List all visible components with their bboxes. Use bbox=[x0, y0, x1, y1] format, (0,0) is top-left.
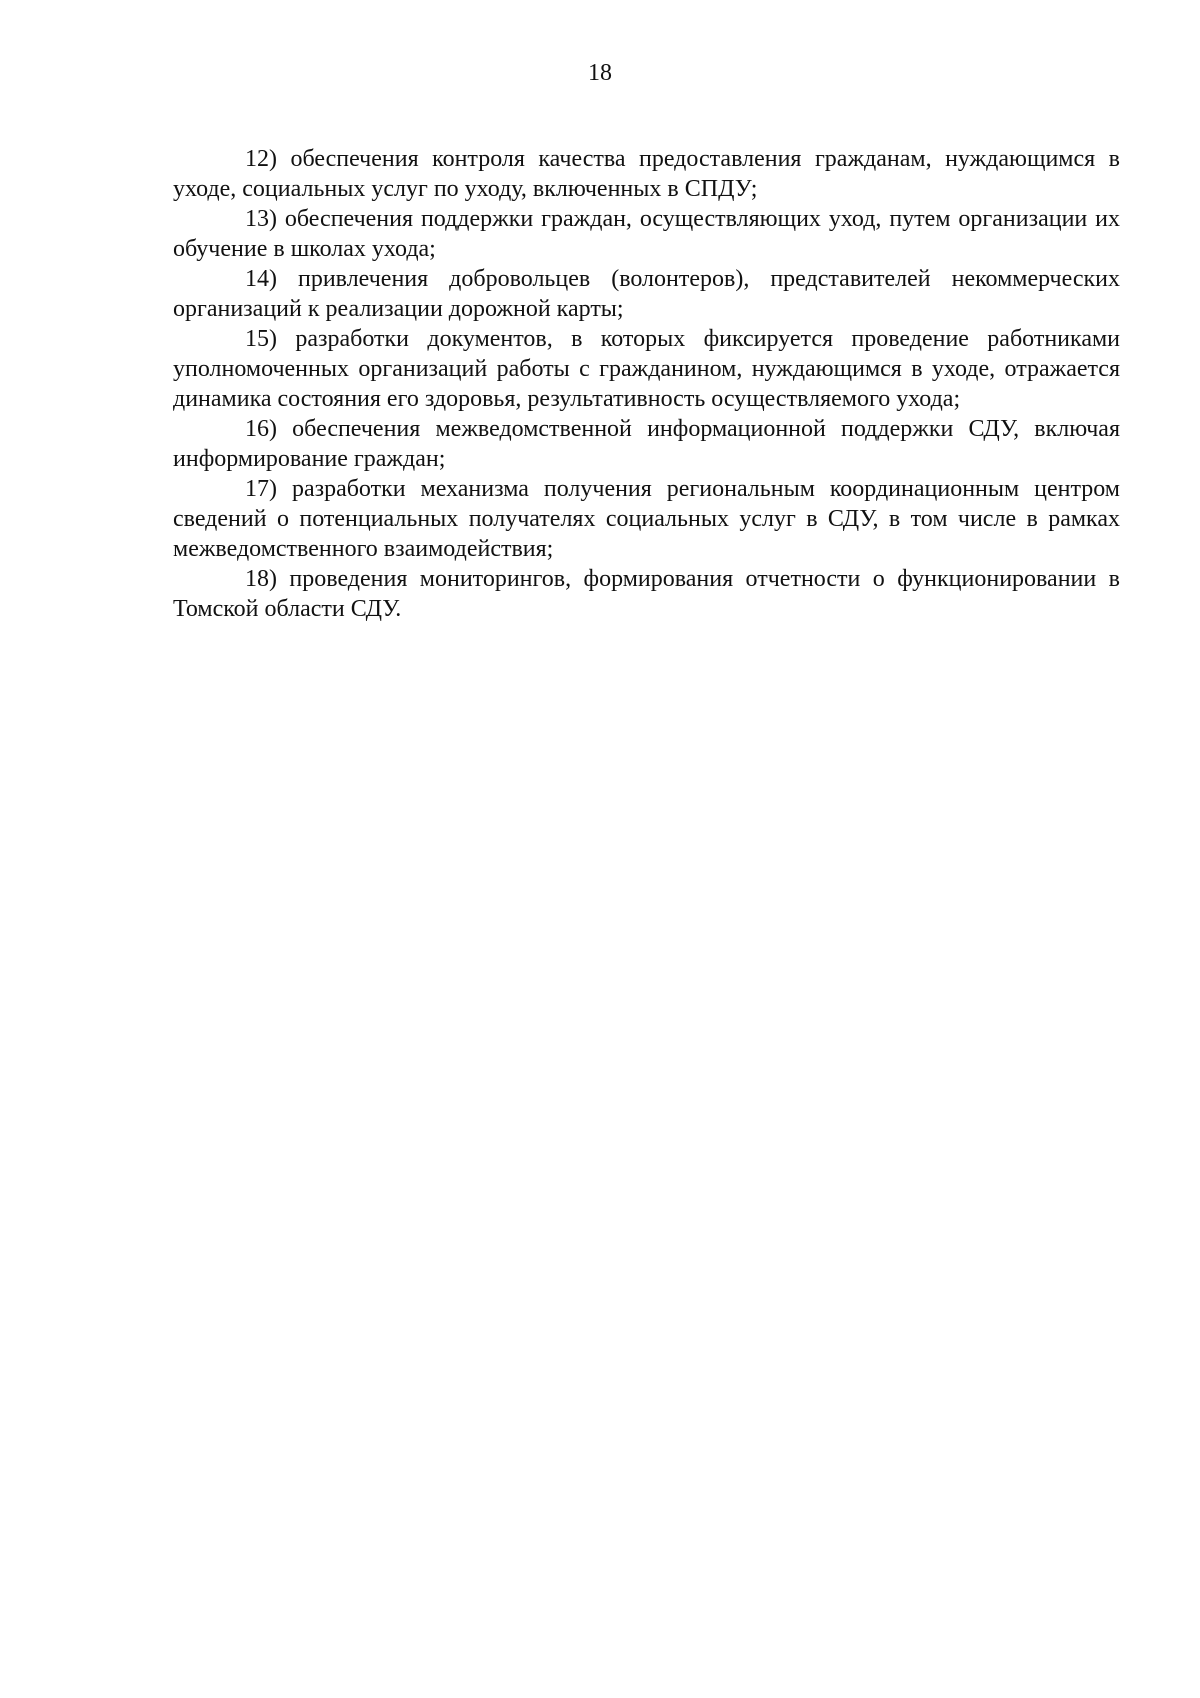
list-item: 15) разработки документов, в которых фиксируется проведение работниками уполномоченных организаций работы с гражданином, нуждающимся в уходе, отражается динамика состояния его здоровья, результативность осуществляемого ухода; bbox=[173, 326, 1120, 412]
list-item: 13) обеспечения поддержки граждан, осуществляющих уход, путем организации их обучение в школах ухода; bbox=[173, 206, 1120, 262]
document-body bbox=[173, 144, 1120, 624]
list-item: 14) привлечения добровольцев (волонтеров), представителей некоммерческих организаций к реализации дорожной карты; bbox=[173, 266, 1120, 322]
list-item: 16) обеспечения межведомственной информационной поддержки СДУ, включая информирование граждан; bbox=[173, 416, 1120, 472]
list-item: 17) разработки механизма получения региональным координационным центром сведений о потенциальных получателях социальных услуг в СДУ, в том числе в рамках межведомственного взаимодействия; bbox=[173, 476, 1120, 562]
list-item: 12) обеспечения контроля качества предоставления гражданам, нуждающимся в уходе, социальных услуг по уходу, включенных в СПДУ; bbox=[173, 146, 1120, 202]
list-item: 18) проведения мониторингов, формирования отчетности о функционировании в Томской области СДУ. bbox=[173, 566, 1120, 622]
page-number: 18 bbox=[588, 60, 612, 86]
